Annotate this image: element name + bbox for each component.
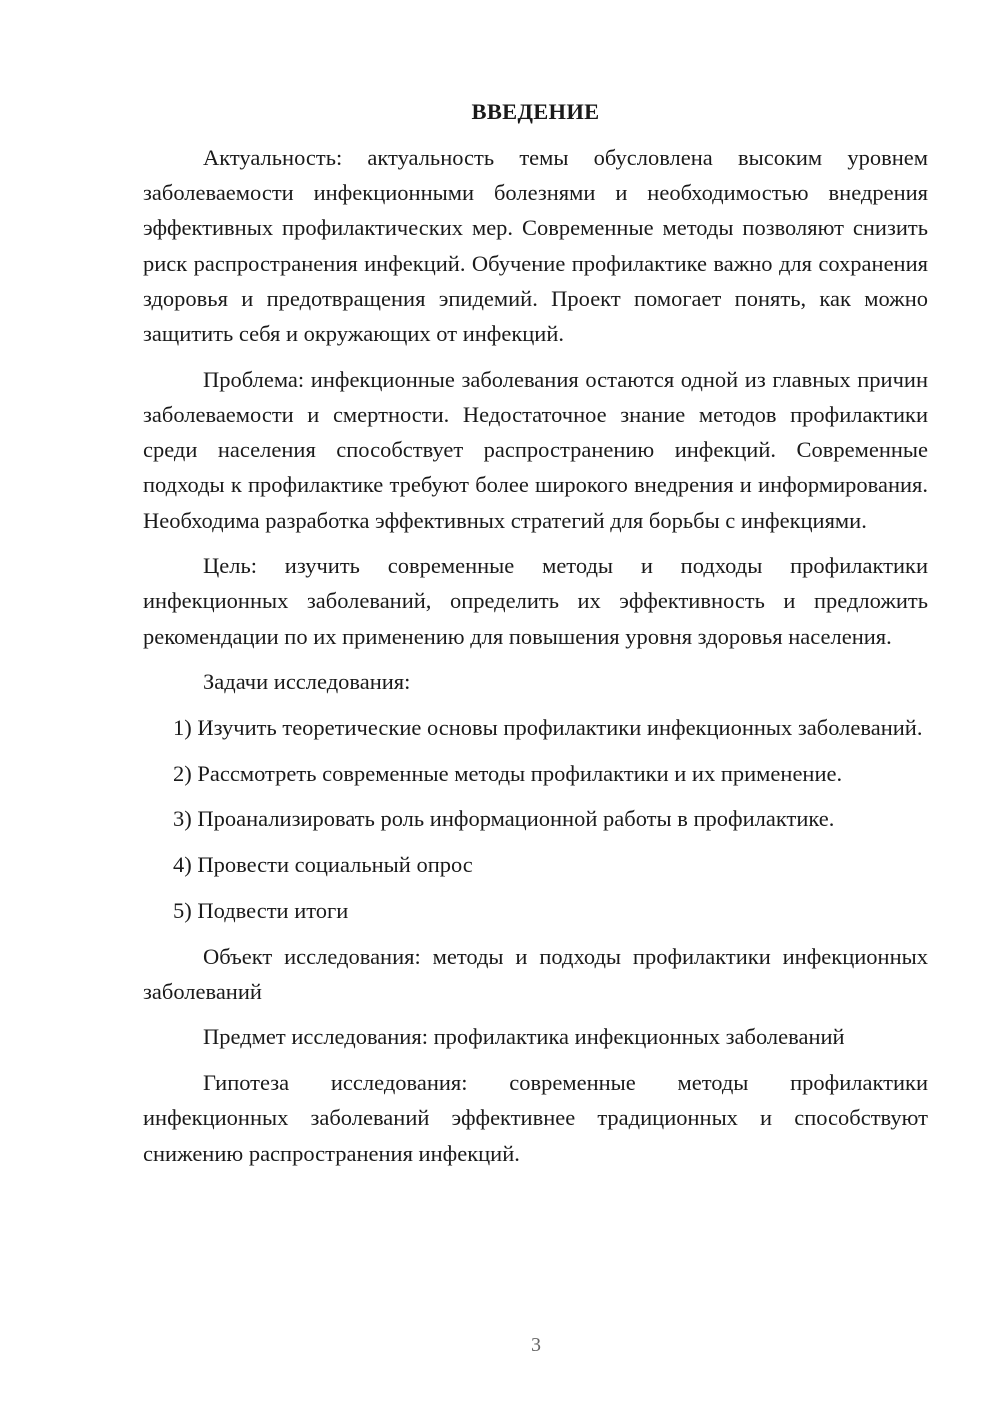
document-body: [143, 96, 928, 1181]
task-item: 3) Проанализировать роль информационной работы в профилактике.: [173, 806, 835, 832]
paragraph-object: Объект исследования: методы и подходы профилактики инфекционных заболеваний: [143, 943, 928, 1004]
task-item: 4) Провести социальный опрос: [173, 852, 473, 878]
paragraph-hypothesis: Гипотеза исследования: современные методы профилактики инфекционных заболеваний эффективнее традиционных и способствуют снижению распространения инфекций.: [143, 1070, 928, 1166]
paragraph-relevance: Актуальность: актуальность темы обусловлена высоким уровнем заболеваемости инфекционными болезнями и необходимостью внедрения эффективных профилактических мер. Современные методы позволяют снизить риск распространения инфекций. Обучение профилактике важно для сохранения здоровья и предотвращения эпидемий. Проект помогает понять, как можно защитить себя и окружающих от инфекций.: [143, 145, 928, 347]
section-title: ВВЕДЕНИЕ: [471, 99, 600, 124]
task-item: 5) Подвести итоги: [173, 897, 349, 923]
paragraph-goal: Цель: изучить современные методы и подходы профилактики инфекционных заболеваний, определить их эффективность и предложить рекомендации по их применению для повышения уровня здоровья населения.: [143, 553, 928, 649]
page-number: 3: [531, 1334, 541, 1356]
paragraph-problem: Проблема: инфекционные заболевания остаются одной из главных причин заболеваемости и смертности. Недостаточное знание методов профилактики среди населения способствует распространению инфекций. Современные подходы к профилактике требуют более широкого внедрения и информирования. Необходима разработка эффективных стратегий для борьбы с инфекциями.: [143, 366, 928, 533]
task-item: 2) Рассмотреть современные методы профилактики и их применение.: [173, 760, 843, 786]
paragraph-tasks-heading: Задачи исследования:: [203, 669, 411, 695]
task-item: 1) Изучить теоретические основы профилактики инфекционных заболеваний.: [173, 715, 923, 741]
paragraph-subject: Предмет исследования: профилактика инфекционных заболеваний: [203, 1024, 845, 1050]
